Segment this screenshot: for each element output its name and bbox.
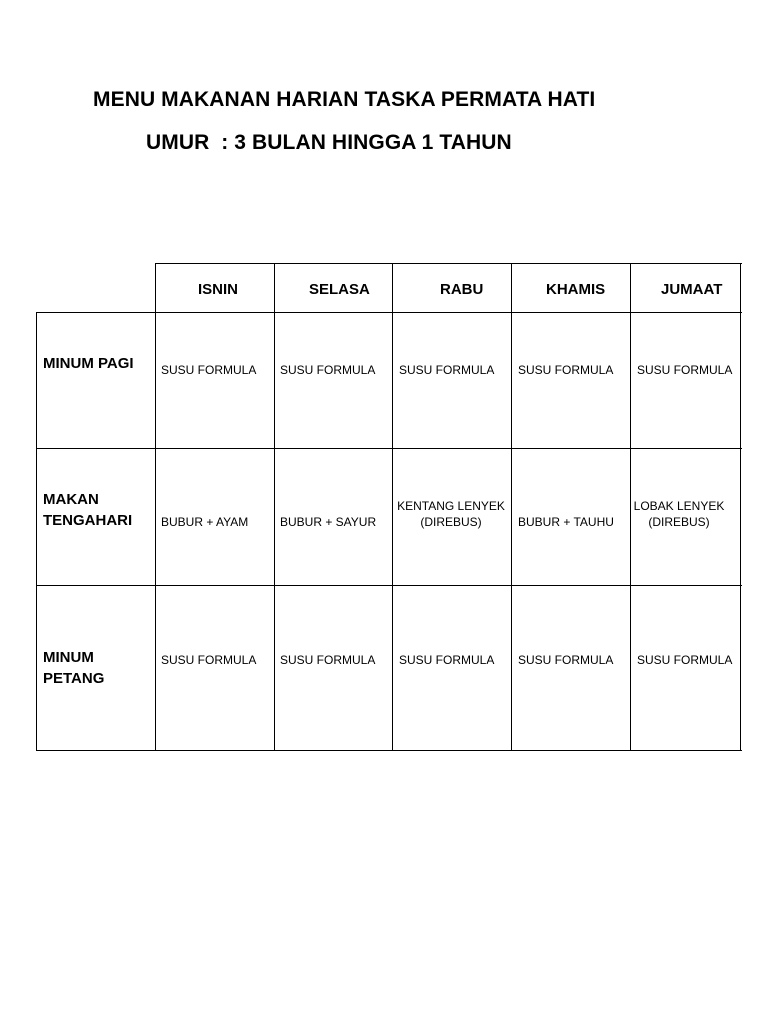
row-label-makan-tengahari-line2: TENGAHARI (43, 512, 133, 529)
cell-makan-tengahari-rabu-line2: (DIREBUS) (420, 515, 482, 529)
cell-minum-petang-selasa: SUSU FORMULA (280, 653, 376, 667)
table-horizontal-rule (36, 585, 742, 586)
table-vertical-rule (274, 263, 275, 751)
row-label-minum-pagi: MINUM PAGI (43, 355, 134, 372)
header-day-khamis: KHAMIS (546, 281, 606, 298)
cell-minum-petang-jumaat: SUSU FORMULA (637, 653, 733, 667)
header-day-selasa: SELASA (309, 281, 370, 298)
header-day-jumaat: JUMAAT (661, 281, 723, 298)
table-vertical-rule (511, 263, 512, 751)
cell-minum-petang-rabu: SUSU FORMULA (399, 653, 495, 667)
header-day-isnin: ISNIN (198, 281, 239, 298)
cell-minum-petang-isnin: SUSU FORMULA (161, 653, 257, 667)
cell-makan-tengahari-rabu-line1: KENTANG LENYEK (397, 499, 505, 513)
table-vertical-rule (155, 263, 156, 751)
cell-makan-tengahari-jumaat-line2: (DIREBUS) (648, 515, 710, 529)
document-subtitle: UMUR : 3 BULAN HINGGA 1 TAHUN (146, 131, 512, 154)
cell-makan-tengahari-khamis: BUBUR + TAUHU (518, 515, 614, 529)
table-horizontal-rule (155, 263, 742, 264)
cell-minum-pagi-isnin: SUSU FORMULA (161, 363, 257, 377)
row-label-minum-petang-line2: PETANG (43, 670, 105, 687)
table-vertical-rule (36, 312, 37, 751)
cell-minum-petang-khamis: SUSU FORMULA (518, 653, 614, 667)
document-title: MENU MAKANAN HARIAN TASKA PERMATA HATI (93, 88, 596, 111)
table-horizontal-rule (36, 448, 742, 449)
table-vertical-rule (740, 263, 741, 751)
cell-minum-pagi-jumaat: SUSU FORMULA (637, 363, 733, 377)
row-label-minum-petang-line1: MINUM (43, 649, 94, 666)
table-horizontal-rule (36, 312, 742, 313)
table-horizontal-rule (36, 750, 742, 751)
row-label-makan-tengahari-line1: MAKAN (43, 491, 99, 508)
cell-makan-tengahari-jumaat-line1: LOBAK LENYEK (633, 499, 725, 513)
cell-minum-pagi-selasa: SUSU FORMULA (280, 363, 376, 377)
cell-makan-tengahari-isnin: BUBUR + AYAM (161, 515, 249, 529)
header-day-rabu: RABU (440, 281, 484, 298)
cell-minum-pagi-rabu: SUSU FORMULA (399, 363, 495, 377)
cell-makan-tengahari-selasa: BUBUR + SAYUR (280, 515, 377, 529)
cell-minum-pagi-khamis: SUSU FORMULA (518, 363, 614, 377)
